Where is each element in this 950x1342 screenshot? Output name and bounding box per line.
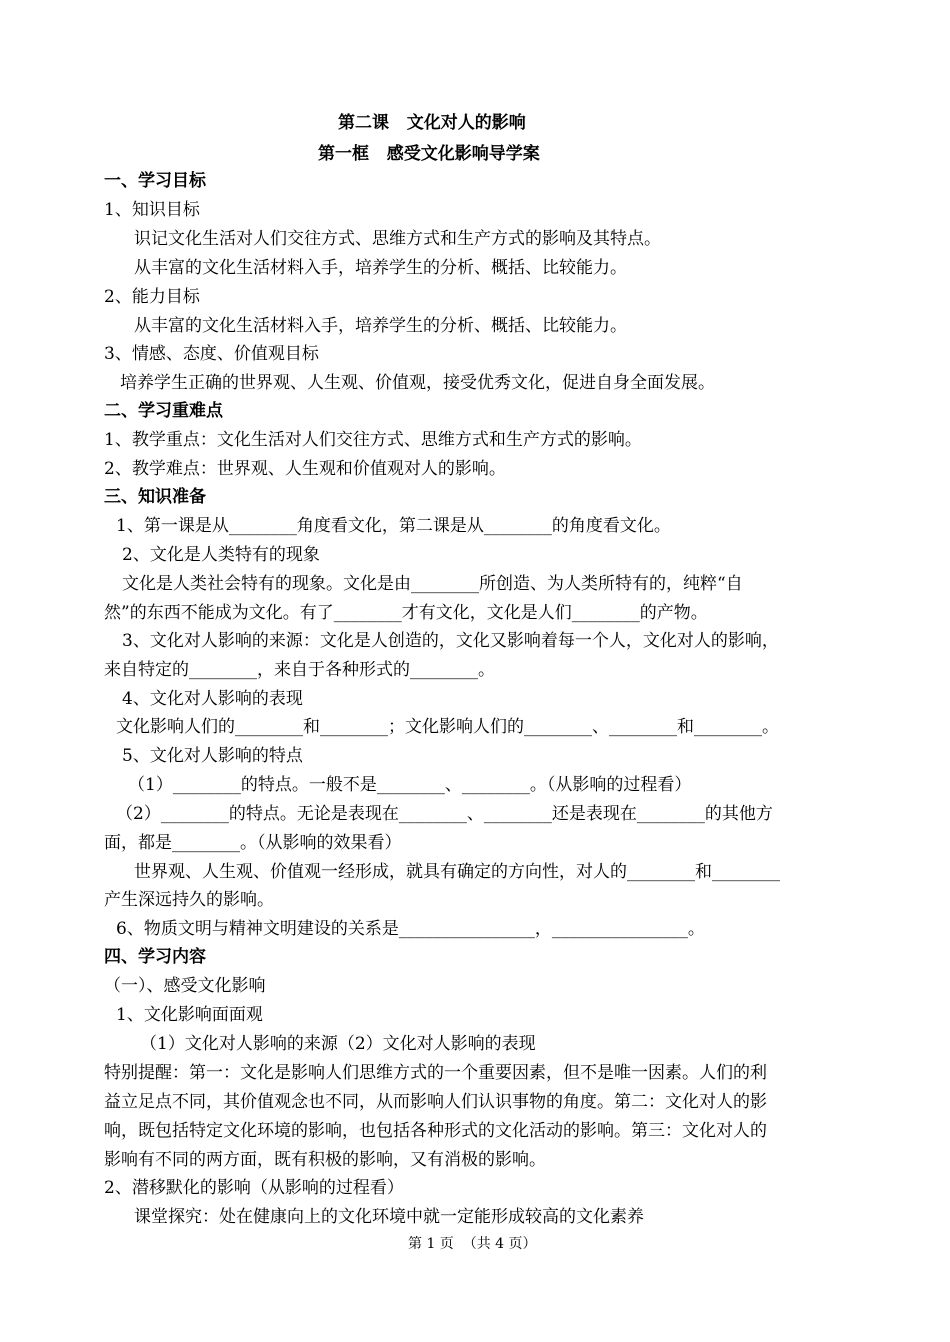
- page-title: 第二课 文化对人的影响: [338, 113, 526, 133]
- special-note: 特别提醒：第一：文化是影响人们思维方式的一个重要因素，但不是唯一因素。人们的利: [104, 1063, 767, 1083]
- knowledge-goal-text: 识记文化生活对人们交往方式、思维方式和生产方式的影响及其特点。: [134, 229, 661, 249]
- prep-question-4-heading: 4、文化对人影响的表现: [122, 689, 303, 709]
- prep-question-5-text: 产生深远持久的影响。: [104, 890, 274, 910]
- content-item-1: 1、文化影响面面观: [116, 1005, 263, 1025]
- knowledge-goal-text: 从丰富的文化生活材料入手，培养学生的分析、概括、比较能力。: [134, 258, 627, 278]
- prep-question-3-text: 3、文化对人影响的来源：文化是人创造的，文化又影响着每一个人，文化对人的影响，: [122, 631, 779, 651]
- knowledge-goal-heading: 1、知识目标: [104, 200, 200, 220]
- section-heading-preparation: 三、知识准备: [104, 487, 206, 507]
- prep-question-2-text: 文化是人类社会特有的现象。文化是由________所创造、为人类所特有的，纯粹“自: [122, 574, 743, 594]
- ability-goal-heading: 2、能力目标: [104, 287, 200, 307]
- prep-question-3-text: 来自特定的________，来自于各种形式的________。: [104, 660, 495, 680]
- page-footer: 第 1 页 （共 4 页）: [408, 1236, 537, 1252]
- prep-question-5-heading: 5、文化对人影响的特点: [122, 746, 303, 766]
- prep-question-2-heading: 2、文化是人类特有的现象: [122, 545, 320, 565]
- prep-question-4-text: 文化影响人们的________和________；文化影响人们的________、________和________。: [116, 717, 779, 737]
- difficulty-line: 2、教学难点：世界观、人生观和价值观对人的影响。: [104, 459, 506, 479]
- section-heading-goals: 一、学习目标: [104, 171, 206, 191]
- section-heading-keypoints: 二、学习重难点: [104, 401, 223, 421]
- section-heading-content: 四、学习内容: [104, 947, 206, 967]
- prep-question-2-text: 然”的东西不能成为文化。有了________才有文化，文化是人们________的产物。: [104, 603, 708, 623]
- keypoint-line: 1、教学重点：文化生活对人们交往方式、思维方式和生产方式的影响。: [104, 430, 642, 450]
- prep-question-1: 1、第一课是从________角度看文化，第二课是从________的角度看文化。: [116, 516, 671, 536]
- prep-question-6: 6、物质文明与精神文明建设的关系是________________，________________。: [116, 919, 705, 939]
- special-note: 益立足点不同，其价值观念也不同，从而影响人们认识事物的角度。第二：文化对人的影: [104, 1092, 767, 1112]
- prep-question-5-item: （2）________的特点。无论是表现在________、________还是表现在________的其他方: [116, 804, 773, 824]
- class-explore: 课堂探究：处在健康向上的文化环境中就一定能形成较高的文化素养: [134, 1207, 644, 1227]
- emotion-goal-heading: 3、情感、态度、价值观目标: [104, 344, 319, 364]
- content-item-2: 2、潜移默化的影响（从影响的过程看）: [104, 1178, 404, 1198]
- content-subheading: （一）、感受文化影响: [104, 976, 266, 996]
- content-item-1-sub: （1）文化对人影响的来源（2）文化对人影响的表现: [140, 1034, 536, 1054]
- emotion-goal-text: 培养学生正确的世界观、人生观、价值观，接受优秀文化，促进自身全面发展。: [120, 373, 715, 393]
- prep-question-5-text: 世界观、人生观、价值观一经形成，就具有确定的方向性，对人的________和________: [134, 862, 780, 882]
- special-note: 响，既包括特定文化环境的影响，也包括各种形式的文化活动的影响。第三：文化对人的: [104, 1121, 767, 1141]
- page-subtitle: 第一框 感受文化影响导学案: [318, 144, 540, 164]
- ability-goal-text: 从丰富的文化生活材料入手，培养学生的分析、概括、比较能力。: [134, 316, 627, 336]
- prep-question-5-item: 面，都是________。（从影响的效果看）: [104, 833, 402, 853]
- prep-question-5-item: （1）________的特点。一般不是________、________。（从影响的过程看）: [128, 775, 692, 795]
- special-note: 影响有不同的两方面，既有积极的影响，又有消极的影响。: [104, 1150, 546, 1170]
